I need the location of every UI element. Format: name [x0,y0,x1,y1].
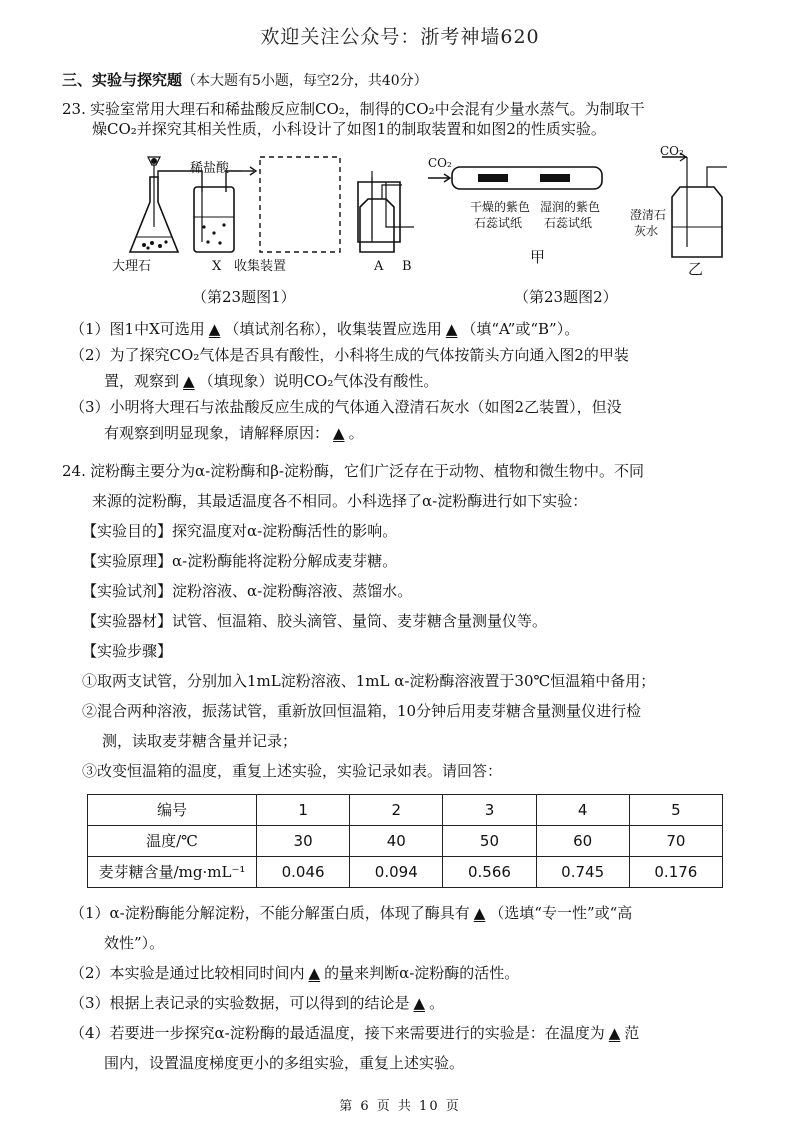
table-cell: 1 [257,795,350,826]
q24-purpose: 【实验目的】探究温度对α-淀粉酶活性的影响。 [82,522,398,540]
section-heading: 三、实验与探究题 [62,71,183,89]
q24-sub-1: （1）α-淀粉酶能分解淀粉，不能分解蛋白质，体现了酶具有 ▲ （选填“专一性”或“高 [70,904,633,922]
q24-sub-4: （4）若要进一步探究α-淀粉酶的最适温度，接下来需要进行的实验是：在温度为 ▲ 范 [70,1024,640,1042]
q23-subquestions [70,316,752,446]
section-title [62,70,752,91]
table-header-temp: 温度/℃ [88,826,257,857]
table-cell: 2 [350,795,443,826]
answer-blank: ▲ [183,372,195,390]
fig2-label-co2-right: CO₂ [660,144,684,158]
q23-sub-1: （1）图1中X可选用 ▲ （填试剂名称），收集装置应选用 ▲ （填“A”或“B”）。 [70,320,580,338]
fig2-label-jia: 甲 [530,248,546,266]
q24-intro-2: 来源的淀粉酶，其最适温度各不相同。小科选择了α-淀粉酶进行如下实验： [92,492,588,510]
fig2-label-lime-1: 澄清石 [630,208,667,222]
table-cell: 4 [536,795,629,826]
table-cell: 30 [257,826,350,857]
table-header-id: 编号 [88,795,257,826]
exam-content [62,70,752,1088]
question-24 [62,456,752,516]
q24-experiment [82,516,752,786]
fig2-label-yi: 乙 [688,260,704,278]
table-cell: 70 [629,826,722,857]
q23-sub-3: （3）小明将大理石与浓盐酸反应生成的气体通入澄清石灰水（如图2乙装置），但没 [70,398,622,416]
figure-1-bottle-b [352,167,422,257]
answer-blank: ▲ [445,320,458,338]
q24-steps-title: 【实验步骤】 [82,642,173,660]
q24-equipment: 【实验器材】试管、恒温箱、胶头滴管、量筒、麦芽糖含量测量仪等。 [82,612,548,630]
answer-blank: ▲ [333,424,345,442]
q23-sub-3-cont: 有观察到明显现象，请解释原因： ▲ 。 [104,424,364,442]
answer-blank: ▲ [413,994,426,1012]
fig2-label-dry-2: 石蕊试纸 [474,216,523,230]
q24-sub-1-cont: 效性”）。 [104,934,165,952]
table-cell: 0.745 [536,857,629,888]
table-cell: 5 [629,795,722,826]
table-row [88,857,723,888]
table-cell: 0.566 [443,857,536,888]
table-cell: 0.094 [350,857,443,888]
table-header-maltose: 麦芽糖含量/mg·mL⁻¹ [88,857,257,888]
table-cell: 50 [443,826,536,857]
page-footer: 第 6 页 共 10 页 [339,1099,461,1114]
q24-intro-1: 淀粉酶主要分为α-淀粉酶和β-淀粉酶，它们广泛存在于动物、植物和微生物中。不同 [90,462,644,480]
fig2-label-wet-2: 石蕊试纸 [544,216,593,230]
fig1-label-x: X [212,259,222,274]
q24-subquestions [70,898,752,1078]
question-number: 23. [62,100,86,118]
fig1-label-b: B [402,259,412,274]
fig1-label-marble: 大理石 [112,259,152,274]
q24-reagents: 【实验试剂】淀粉溶液、α-淀粉酶溶液、蒸馏水。 [82,582,413,600]
table-cell: 40 [350,826,443,857]
fig2-label-wet-1: 湿润的紫色 [540,200,601,214]
table-cell: 60 [536,826,629,857]
section-note: （本大题有5小题，每空2分，共40分） [182,73,428,89]
fig2-label-lime-2: 灰水 [634,224,659,238]
fig2-label-dry-1: 干燥的紫色 [470,200,531,214]
q24-step-1: ①取两支试管，分别加入1mL淀粉溶液、1mL α-淀粉酶溶液置于30℃恒温箱中备用； [82,672,656,690]
fig2-caption: （第23题图2） [514,288,618,306]
table-row [88,795,723,826]
fig1-label-acid: 稀盐酸 [190,161,230,176]
question-number: 24. [62,462,86,480]
answer-blank: ▲ [473,904,486,922]
q23-figures [62,144,752,312]
q24-step-3: ③改变恒温箱的温度，重复上述实验，实验记录如表。请回答： [82,762,503,780]
table-cell: 3 [443,795,536,826]
q24-sub-4-cont: 围内，设置温度梯度更小的多组实验，重复上述实验。 [104,1054,465,1072]
table-row [88,826,723,857]
table-cell: 0.046 [257,857,350,888]
answer-blank: ▲ [208,320,221,338]
fig1-label-collect: 收集装置 [234,259,287,274]
page-header-watermark: 欢迎关注公众号：浙考神墙620 [260,26,540,48]
q23-intro-2: 燥CO₂并探究其相关性质，小科设计了如图1的制取装置和如图2的性质实验。 [92,120,606,138]
q23-sub-2-cont: 置，观察到 ▲ （填现象）说明CO₂气体没有酸性。 [104,372,439,390]
answer-blank: ▲ [608,1024,621,1042]
table-cell: 0.176 [629,857,722,888]
q24-sub-3: （3）根据上表记录的实验数据，可以得到的结论是 ▲ 。 [70,994,445,1012]
fig2-label-co2-left: CO₂ [428,156,452,170]
q23-sub-2: （2）为了探究CO₂气体是否具有酸性，小科将生成的气体按箭头方向通入图2的甲装 [70,346,629,364]
question-23 [62,99,752,139]
q23-intro-1: 实验室常用大理石和稀盐酸反应制CO₂，制得的CO₂中会混有少量水蒸气。为制取干 [90,100,645,118]
fig1-label-a: A [374,259,384,274]
q24-step-2: ②混合两种溶液，振荡试管，重新放回恒温箱，10分钟后用麦芽糖含量测量仪进行检 [82,702,642,720]
q24-sub-2: （2）本实验是通过比较相同时间内 ▲ 的量来判断α-淀粉酶的活性。 [70,964,520,982]
answer-blank: ▲ [308,964,321,982]
q24-step-2-cont: 测，读取麦芽糖含量并记录； [102,732,298,750]
fig1-caption: （第23题图1） [192,288,296,306]
q24-principle: 【实验原理】α-淀粉酶能将淀粉分解成麦芽糖。 [82,552,398,570]
q24-data-table [87,794,723,888]
